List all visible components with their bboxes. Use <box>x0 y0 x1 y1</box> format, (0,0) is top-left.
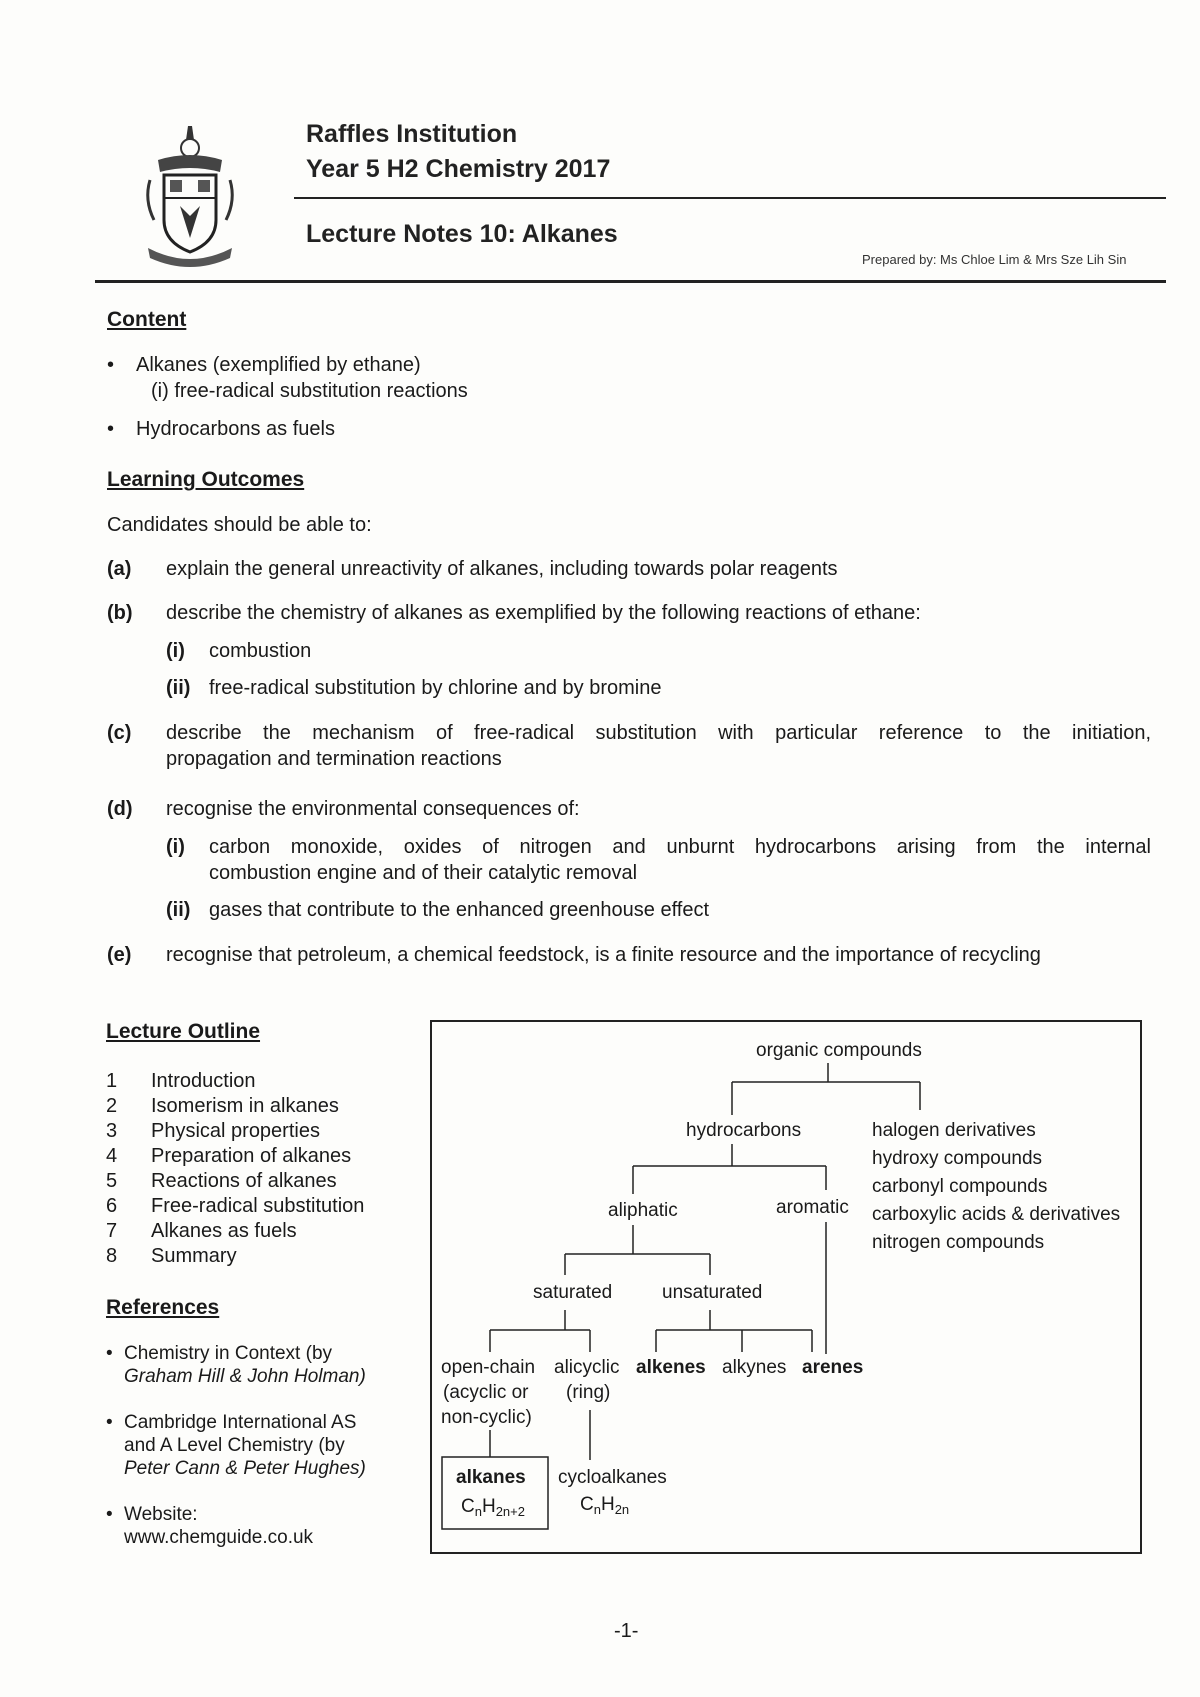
prepared-by: Prepared by: Ms Chloe Lim & Mrs Sze Lih Sin <box>862 252 1127 267</box>
content-item: • <box>107 418 115 440</box>
node-nitrogen-compounds: nitrogen compounds <box>872 1232 1045 1253</box>
node-saturated: saturated <box>533 1282 613 1303</box>
outline-item-number: 7 <box>106 1220 118 1242</box>
reference-line: and A Level Chemistry (by <box>124 1435 345 1456</box>
reference-bullet: • <box>106 1504 113 1525</box>
node-open-chain-note: (acyclic or <box>443 1382 529 1403</box>
content-heading: Content <box>107 308 187 331</box>
content-item-text: Hydrocarbons as fuels <box>136 418 335 440</box>
node-unsaturated: unsaturated <box>662 1282 763 1303</box>
formula-subscript: 2n+2 <box>495 1504 525 1519</box>
formula-subscript: 2n <box>614 1502 630 1517</box>
node-alkanes: alkanes <box>456 1467 526 1488</box>
reference-line: www.chemguide.co.uk <box>124 1527 314 1548</box>
content-subitem: (i) free-radical substitution reactions <box>151 380 468 402</box>
node-carboxylic-acids: carboxylic acids & derivatives <box>872 1204 1121 1225</box>
alkanes-formula <box>461 1496 525 1519</box>
node-alkenes: alkenes <box>636 1357 706 1378</box>
course-title: Year 5 H2 Chemistry 2017 <box>306 155 611 183</box>
formula-c: C <box>461 1496 475 1517</box>
node-open-chain: open-chain <box>441 1357 536 1378</box>
reference-line: Chemistry in Context (by <box>124 1343 333 1364</box>
node-cycloalkanes: cycloalkanes <box>558 1467 667 1488</box>
reference-line: Graham Hill & John Holman) <box>124 1366 366 1387</box>
content-item-text: Alkanes (exemplified by ethane) <box>136 354 421 376</box>
node-aliphatic: aliphatic <box>608 1200 678 1221</box>
reference-bullet: • <box>106 1343 113 1364</box>
outcome-subtext-line1: carbon monoxide, oxides of nitrogen and unburnt hydrocarbons arising from the internal <box>209 836 1151 858</box>
references-heading: References <box>106 1296 220 1319</box>
outcome-sublabel: (ii) <box>166 677 191 699</box>
node-hydrocarbons: hydrocarbons <box>686 1120 802 1141</box>
outline-item-text: Free-radical substitution <box>151 1195 365 1217</box>
content-item: • <box>107 354 115 376</box>
outcome-subtext-line2: combustion engine and of their catalytic removal <box>209 862 638 884</box>
reference-bullet: • <box>106 1412 113 1433</box>
outline-item-number: 5 <box>106 1170 118 1192</box>
outline-item-text: Isomerism in alkanes <box>151 1095 339 1117</box>
node-open-chain-note: non-cyclic) <box>441 1407 532 1428</box>
outcome-sublabel: (i) <box>166 836 185 858</box>
node-organic-compounds: organic compounds <box>756 1040 922 1061</box>
outcome-text: explain the general unreactivity of alkanes, including towards polar reagents <box>166 558 838 580</box>
reference-line: Cambridge International AS <box>124 1412 357 1433</box>
node-arenes: arenes <box>802 1357 864 1378</box>
lecture-title: Lecture Notes 10: Alkanes <box>306 220 618 248</box>
outcome-text-line2: propagation and termination reactions <box>166 748 502 770</box>
formula-subscript: n <box>474 1504 482 1519</box>
outcome-subtext: free-radical substitution by chlorine and by bromine <box>209 677 662 699</box>
outcome-text: recognise that petroleum, a chemical feedstock, is a finite resource and the importance of recycling <box>166 944 1041 966</box>
outcome-text: recognise the environmental consequences of: <box>166 798 580 820</box>
node-alkynes: alkynes <box>722 1357 787 1378</box>
outline-item-text: Introduction <box>151 1070 256 1092</box>
outcome-label: (a) <box>107 558 132 580</box>
formula-subscript: n <box>593 1502 601 1517</box>
node-alicyclic-note: (ring) <box>566 1382 611 1403</box>
node-halogen-derivatives: halogen derivatives <box>872 1120 1036 1141</box>
formula-h: H <box>600 1494 615 1515</box>
outline-item-number: 3 <box>106 1120 118 1142</box>
reference-line: Website: <box>124 1504 198 1525</box>
reference-line: Peter Cann & Peter Hughes) <box>124 1458 366 1479</box>
outcome-label: (e) <box>107 944 132 966</box>
outcome-label: (c) <box>107 722 132 744</box>
institution-name: Raffles Institution <box>306 120 518 148</box>
outline-item-number: 2 <box>106 1095 118 1117</box>
outline-item-text: Alkanes as fuels <box>151 1220 297 1242</box>
outline-item-text: Physical properties <box>151 1120 320 1142</box>
outline-item-number: 4 <box>106 1145 118 1167</box>
outline-item-text: Reactions of alkanes <box>151 1170 337 1192</box>
node-carbonyl-compounds: carbonyl compounds <box>872 1176 1048 1197</box>
cycloalkanes-formula <box>580 1494 629 1517</box>
outcome-text-line1: describe the mechanism of free-radical substitution with particular reference to the initiation, <box>166 722 1151 744</box>
outline-item-number: 8 <box>106 1245 118 1267</box>
learning-outcomes-heading: Learning Outcomes <box>107 468 305 491</box>
outcome-label: (b) <box>107 602 133 624</box>
outline-item-text: Summary <box>151 1245 237 1267</box>
outline-item-number: 6 <box>106 1195 118 1217</box>
node-alicyclic: alicyclic <box>554 1357 620 1378</box>
outcome-text: describe the chemistry of alkanes as exemplified by the following reactions of ethane: <box>166 602 921 624</box>
outcome-label: (d) <box>107 798 133 820</box>
outline-item-text: Preparation of alkanes <box>151 1145 352 1167</box>
outcome-subtext: combustion <box>209 640 312 662</box>
node-aromatic: aromatic <box>776 1197 849 1218</box>
outcome-subtext: gases that contribute to the enhanced greenhouse effect <box>209 899 709 921</box>
lecture-outline-heading: Lecture Outline <box>106 1020 261 1043</box>
learning-outcomes-intro: Candidates should be able to: <box>107 514 372 536</box>
formula-c: C <box>580 1494 594 1515</box>
outcome-sublabel: (i) <box>166 640 185 662</box>
outcome-sublabel: (ii) <box>166 899 191 921</box>
formula-h: H <box>481 1496 496 1517</box>
outline-item-number: 1 <box>106 1070 118 1092</box>
page-number: -1- <box>614 1620 639 1642</box>
node-hydroxy-compounds: hydroxy compounds <box>872 1148 1043 1169</box>
